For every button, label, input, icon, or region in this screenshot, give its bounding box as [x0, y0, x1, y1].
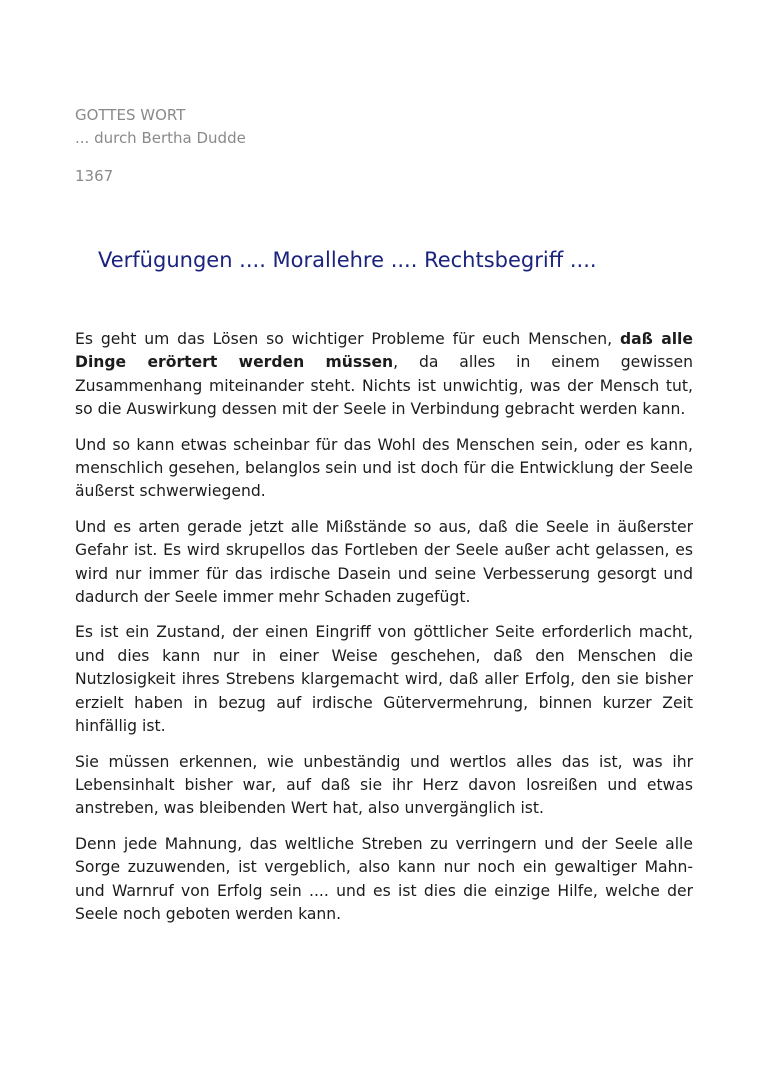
paragraph-1-emphasis: daß alle Dinge erörtert werden müssen: [75, 330, 693, 372]
paragraph-6: Denn jede Mahnung, das weltliche Streben zu verringern und der Seele alle Sorge zuzuwenden, ist vergeblich, also kann nur noch ein gewaltiger Mahn- und Warnruf von Erfolg sein .... und es ist dies die einzige Hilfe, welche der Seele noch geboten werden kann.: [75, 834, 693, 923]
paragraph-5: Sie müssen erkennen, wie unbeständig und wertlos alles das ist, was ihr Lebensinhalt bisher war, auf daß sie ihr Herz davon losreißen und etwas anstreben, was bleibenden Wert hat, also unvergänglich ist.: [75, 752, 693, 818]
paragraph-1: [75, 328, 693, 422]
paragraph-4: Es ist ein Zustand, der einen Eingriff von göttlicher Seite erforderlich macht, und dies kann nur in einer Weise geschehen, daß den Menschen die Nutzlosigkeit ihres Strebens klargemacht wird, daß aller Erfolg, den sie bisher erzielt haben in bezug auf irdische Gütervermehrung, binnen kurzer Zeit hinfällig ist.: [75, 623, 693, 736]
paragraph-2: Und so kann etwas scheinbar für das Wohl des Menschen sein, oder es kann, menschlich gesehen, belanglos sein und ist doch für die Entwicklung der Seele äußerst schwerwiegend.: [75, 435, 693, 501]
message-number: 1367: [75, 167, 114, 185]
paragraph-1-start: Es geht um das Lösen so wichtiger Probleme für euch Menschen,: [75, 330, 620, 348]
paragraph-1-end: , da alles in einem gewissen Zusammenhang miteinander steht. Nichts ist unwichtig, was der Mensch tut, so die Auswirkung dessen mit der Seele in Verbindung gebracht werden kann.: [75, 353, 693, 419]
document-body: [75, 328, 693, 938]
header-title: GOTTES WORT: [75, 106, 186, 124]
header-author: ... durch Bertha Dudde: [75, 129, 246, 147]
paragraph-3: Und es arten gerade jetzt alle Mißstände so aus, daß die Seele in äußerster Gefahr ist. Es wird skrupellos das Fortleben der Seele außer acht gelassen, es wird nur immer für das irdische Dasein und seine Verbesserung gesorgt und dadurch der Seele immer mehr Schaden zugefügt.: [75, 517, 693, 607]
document-header: [75, 104, 246, 150]
document-title: Verfügungen .... Morallehre .... Rechtsbegriff ....: [98, 248, 597, 272]
